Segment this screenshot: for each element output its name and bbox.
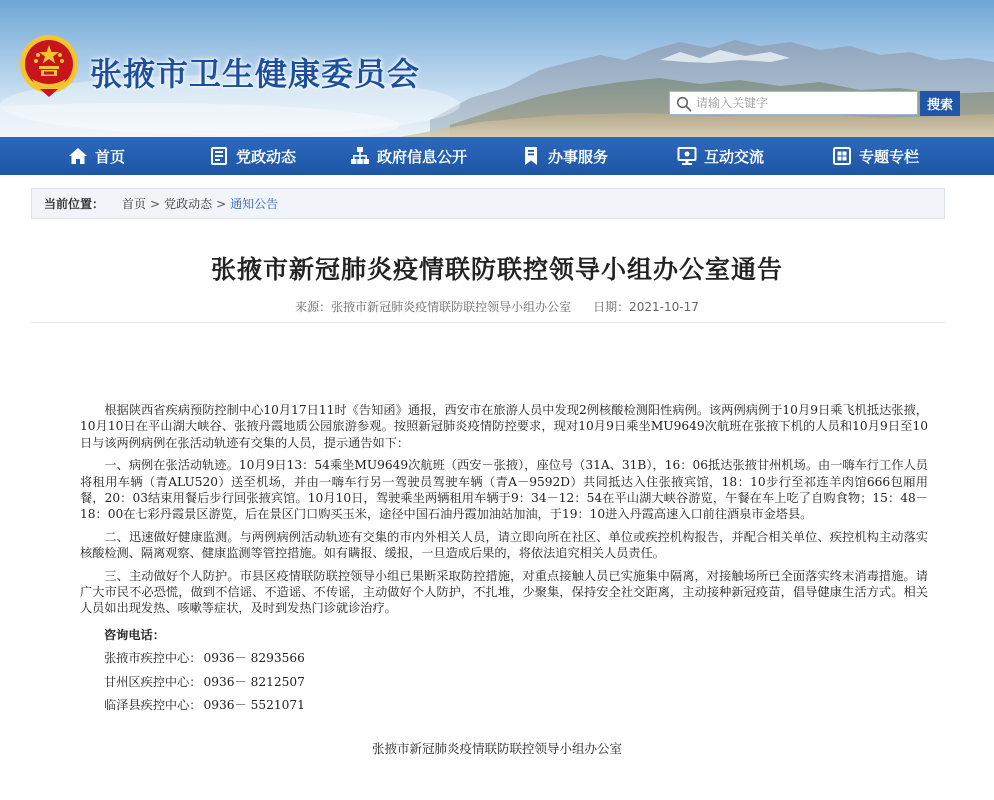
article-paragraph-2: 二、迅速做好健康监测。与两例病例活动轨迹有交集的市内外相关人员，请立即向所在社区、单位或疾控机构报告，并配合相关单位、疾控机构主动落实核酸检测、隔离观察、健康监测等管控措施。如有瞒报、缓报，一旦造成后果的，将依法追究相关人员责任。: [80, 529, 928, 561]
breadcrumb: [31, 188, 945, 219]
contact-item: [80, 650, 928, 666]
contact-phone: 0936－ 8212507: [203, 674, 305, 689]
nav-item-label: 互动交流: [704, 147, 765, 166]
breadcrumb-separator: >: [150, 196, 161, 211]
contact-phone: 0936－ 5521071: [203, 698, 305, 713]
news-icon: [209, 146, 229, 166]
contact-heading: 咨询电话：: [104, 627, 165, 642]
nav-item-party-news[interactable]: [209, 137, 296, 175]
breadcrumb-notices-link[interactable]: 通知公告: [230, 197, 279, 211]
main-nav: [0, 137, 994, 175]
contact-name: 张掖市疾控中心：: [104, 651, 202, 666]
nav-item-label: 党政动态: [236, 147, 297, 166]
nav-item-label: 专题专栏: [859, 147, 920, 166]
header-banner: [0, 0, 994, 137]
breadcrumb-prefix: 当前位置：: [44, 197, 105, 211]
search-box: [669, 91, 918, 115]
contact-name: 临泽县疾控中心：: [104, 698, 202, 713]
breadcrumb-separator: >: [216, 196, 227, 211]
article-signature: 张掖市新冠肺炎疫情联防联控领导小组办公室: [371, 741, 622, 756]
article-paragraph-intro: 根据陕西省疾病预防控制中心10月17日11时《告知函》通报，西安市在旅游人员中发现2例核酸检测阳性病例。该两例病例于10月9日乘飞机抵达张掖，10月10日在平山湖大峡谷、张掖丹霞地质公园旅游参观。按照新冠肺炎疫情防控要求，现对10月9日乘坐MU9649次航班在张掖下机的人员和10月9日至10日与该两例病例在张活动轨迹有交集的人员，提示通告如下：: [80, 403, 928, 450]
article-paragraph-3: 三、主动做好个人防护。市县区疫情联防联控领导小组已果断采取防控措施，对重点接触人员已实施集中隔离，对接触场所已全面落实终末消毒措施。请广大市民不必恐慌，做到不信谣、不造谣、不传谣，主动做好个人防护，不扎堆，少聚集，保持安全社交距离，主动接种新冠疫苗，倡导健康生活方式。相关人员如出现发热、咳嗽等症状，及时到发热门诊就诊治疗。: [80, 568, 928, 616]
nav-item-label: 办事服务: [548, 147, 609, 166]
bookmark-icon: [521, 146, 541, 166]
contact-name: 甘州区疾控中心：: [104, 674, 202, 689]
contact-phone: 0936－ 8293566: [203, 651, 305, 666]
article-paragraph-1: 一、病例在张活动轨迹。10月9日13：54乘坐MU9649次航班（西安－张掖），座位号（31A、31B），16：06抵达张掖甘州机场。由一嗨车行工作人员将租用车辆（青ALU520）送至机场，并由一嗨车行另一驾驶员驾驶车辆（青A－9592D）共同抵达入住张掖宾馆，18：10步行至祁连羊肉馆666包厢用餐，20：03结束用餐后步行回张掖宾馆。10月10日，驾驶乘坐两辆租用车辆于9：34－12：54在平山湖大峡谷游览，午餐在车上吃了自购食物；15：48－18：00在七彩丹霞景区游览，后在景区门口购买玉米，途径中国石油丹霞加油站加油，于19：10进入丹霞高速入口前往酒泉市金塔县。: [80, 458, 928, 522]
article-title: 张掖市新冠肺炎疫情联防联控领导小组办公室通告: [210, 255, 783, 284]
article-body: [80, 402, 928, 721]
contact-item: [80, 674, 928, 690]
national-emblem-logo: [18, 33, 80, 99]
search-icon: [676, 96, 692, 112]
contact-block: [80, 627, 928, 714]
home-icon: [68, 146, 88, 166]
nav-item-label: 政府信息公开: [377, 147, 468, 166]
breadcrumb-home-link[interactable]: 首页: [122, 197, 147, 211]
nav-item-home[interactable]: [68, 137, 125, 175]
breadcrumb-party-news-link[interactable]: 党政动态: [164, 197, 213, 211]
search-button[interactable]: 搜索: [920, 91, 960, 116]
search-input[interactable]: [696, 94, 914, 112]
contact-item: [80, 697, 928, 713]
nav-item-interaction[interactable]: [677, 137, 764, 175]
nav-item-services[interactable]: [521, 137, 608, 175]
monitor-icon: [677, 146, 697, 166]
folder-icon: [832, 146, 852, 166]
divider: [31, 322, 945, 323]
article-date: 日期：2021-10-17: [593, 300, 699, 314]
nav-item-special-topics[interactable]: [832, 137, 919, 175]
nav-item-gov-info[interactable]: [350, 137, 467, 175]
nav-item-label: 首页: [95, 147, 126, 166]
article-source: 来源：张掖市新冠肺炎疫情联防联控领导小组办公室: [295, 300, 572, 314]
org-chart-icon: [350, 146, 370, 166]
site-title[interactable]: 张掖市卫生健康委员会: [90, 55, 421, 93]
article-meta: [0, 298, 994, 315]
